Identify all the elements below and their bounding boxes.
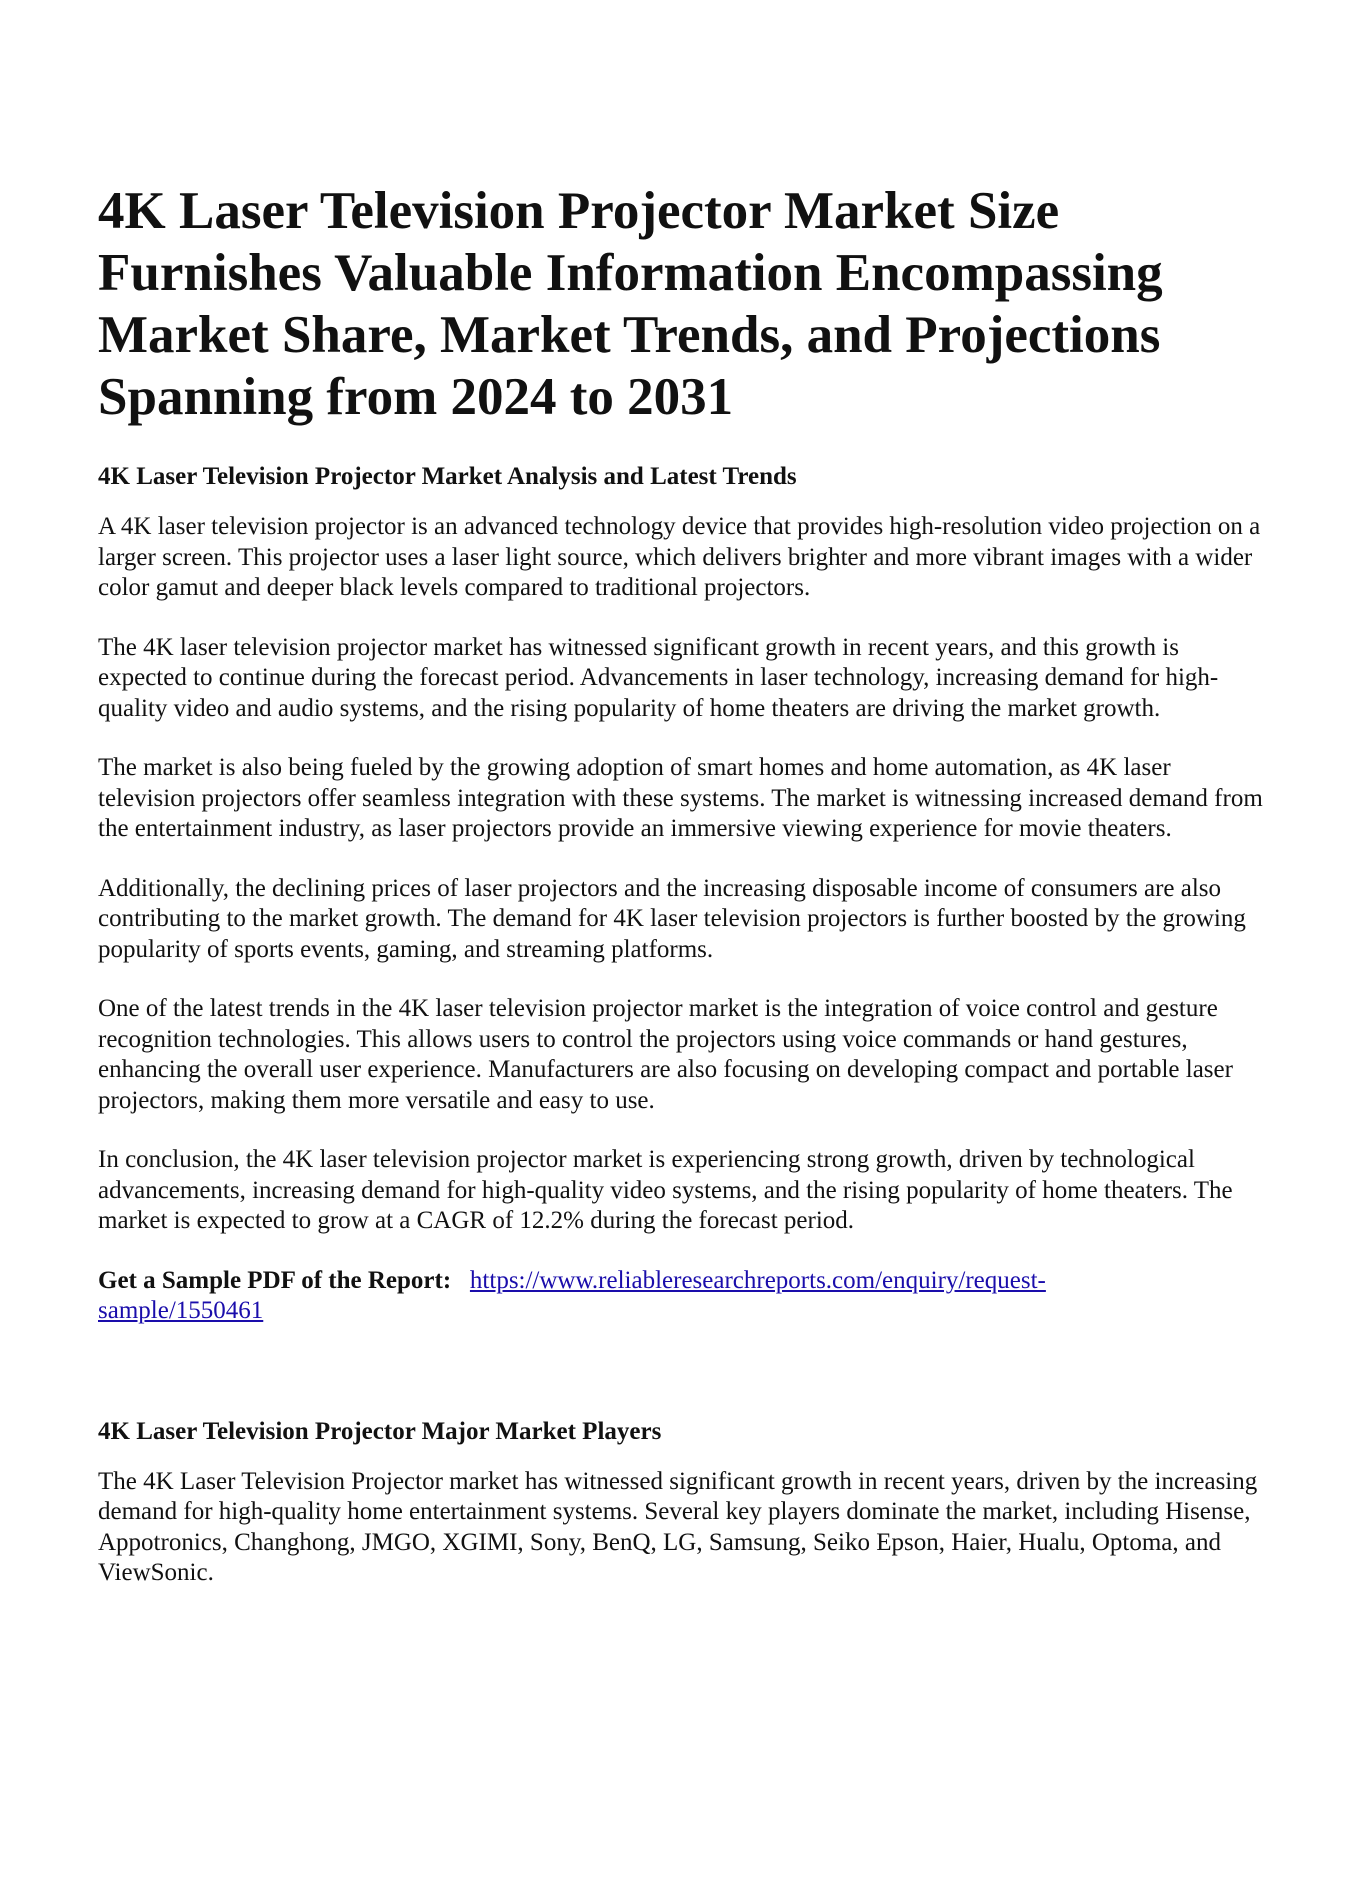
paragraph: One of the latest trends in the 4K laser television projector market is the integration of voice control and gesture recognition technologies. This allows users to control the projectors using voice commands or hand gestures, enhancing the overall user experience. Manufacturers are also focusing on developing compact and portable laser projectors, making them more versatile and easy to use. [98, 995, 1233, 1114]
paragraph: The market is also being fueled by the growing adoption of smart homes and home automation, as 4K laser television projectors offer seamless integration with these systems. The market is witnessing increased demand from the entertainment industry, as laser projectors provide an immersive viewing experience for movie theaters. [98, 754, 1263, 842]
paragraph: A 4K laser television projector is an advanced technology device that provides high-resolution video projection on a larger screen. This projector uses a laser light source, which delivers brighter and more vibrant images with a wider color gamut and deeper black levels compared to traditional projectors. [98, 513, 1261, 601]
section-major-players [98, 1417, 1265, 1589]
sample-report-link[interactable]: https://www.reliableresearchreports.com/enquiry/request-sample/1550461 [98, 1266, 1046, 1324]
page-title: 4K Laser Television Projector Market Size Furnishes Valuable Information Encompassing Market Share, Market Trends, and Projections Spanning from 2024 to 2031 [98, 182, 1163, 426]
paragraph: Additionally, the declining prices of laser projectors and the increasing disposable income of consumers are also contributing to the market growth. The demand for 4K laser television projectors is further boosted by the growing popularity of sports events, gaming, and streaming platforms. [98, 874, 1246, 963]
section-heading-players: 4K Laser Television Projector Major Market Players [98, 1417, 662, 1445]
paragraph: The 4K laser television projector market has witnessed significant growth in recent years, and this growth is expected to continue during the forecast period. Advancements in laser technology, increasing demand for high-quality video and audio systems, and the rising popularity of home theaters are driving the market growth. [98, 633, 1219, 722]
paragraph: In conclusion, the 4K laser television projector market is experiencing strong growth, driven by technological advancements, increasing demand for high-quality video systems, and the rising popularity of home theaters. The market is expected to grow at a CAGR of 12.2% during the forecast period. [98, 1146, 1233, 1234]
section-market-analysis [98, 462, 1265, 1327]
sample-report-label: Get a Sample PDF of the Report: [98, 1266, 452, 1294]
section-heading-analysis: 4K Laser Television Projector Market Analysis and Latest Trends [98, 463, 797, 490]
paragraph: The 4K Laser Television Projector market has witnessed significant growth in recent years, driven by the increasing demand for high-quality home entertainment systems. Several key players dominate the market, including Hisense, Appotronics, Changhong, JMGO, XGIMI, Sony, BenQ, LG, Samsung, Seiko Epson, Haier, Hualu, Optoma, and ViewSonic. [98, 1467, 1258, 1586]
sample-report-line [98, 1266, 1158, 1327]
